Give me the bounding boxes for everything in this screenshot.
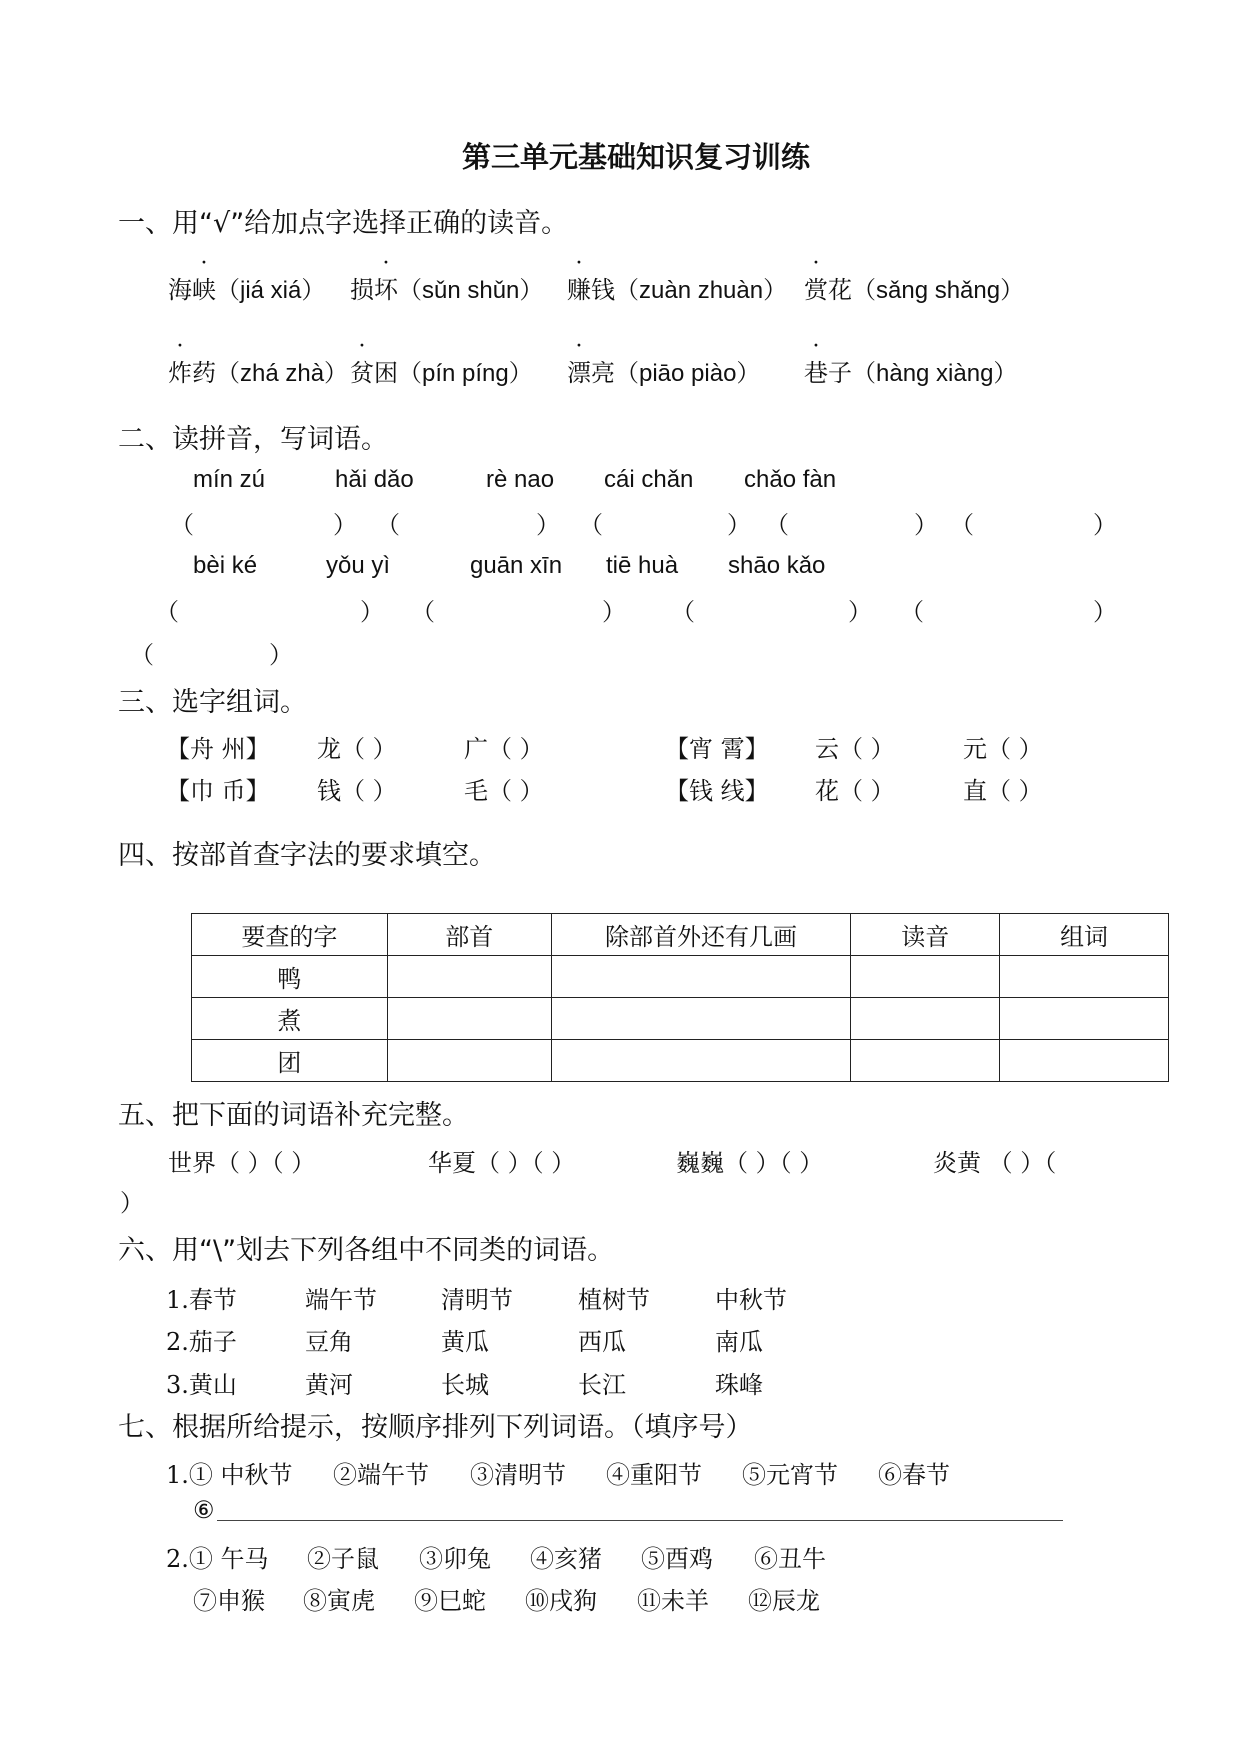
fill-blank[interactable]: 元（ ）: [963, 735, 1043, 763]
idiom-item[interactable]: 华夏（ ）（ ）: [428, 1149, 576, 1177]
radical-lookup-table: [191, 913, 1169, 1082]
pinyin-label: shāo kǎo: [728, 552, 826, 579]
dotted-char: 赚: [567, 276, 591, 304]
word-option[interactable]: 南瓜: [715, 1328, 763, 1356]
answer-paren-close[interactable]: ）: [536, 511, 560, 539]
pinyin-label: cái chǎn: [604, 466, 694, 493]
answer-paren-close[interactable]: ）: [360, 598, 384, 626]
answer-cell[interactable]: [1000, 998, 1169, 1040]
word-char: 海: [168, 276, 192, 304]
table-row: [192, 998, 1169, 1040]
char-cell: 团: [192, 1040, 388, 1082]
answer-cell[interactable]: [551, 998, 851, 1040]
zodiac-option: ②子鼠: [307, 1545, 379, 1573]
fill-blank[interactable]: 花（ ）: [815, 777, 895, 805]
word-option[interactable]: 珠峰: [715, 1371, 763, 1399]
dotted-char: 巷: [804, 359, 828, 387]
char-choice-group: 【钱 线】: [665, 777, 769, 805]
idiom-item[interactable]: 炎黄 （ ）（: [933, 1149, 1057, 1177]
festival-option: ③清明节: [470, 1461, 566, 1489]
answer-cell[interactable]: [1000, 956, 1169, 998]
word-char: 子: [828, 359, 852, 387]
char-choice-group: 【舟 州】: [166, 735, 270, 763]
festival-option: ⑤元宵节: [742, 1461, 838, 1489]
pinyin-options[interactable]: （sǎng shǎng）: [852, 277, 1025, 304]
word-option[interactable]: 中秋节: [715, 1286, 787, 1314]
answer-paren-open[interactable]: （: [671, 598, 695, 626]
section-3-heading: 三、选字组词。: [118, 687, 307, 718]
zodiac-option: ④亥猪: [530, 1545, 602, 1573]
answer-paren-open[interactable]: （: [376, 511, 400, 539]
section-6-heading: 六、用“\”划去下列各组中不同类的词语。: [118, 1235, 615, 1266]
answer-paren-open[interactable]: （: [130, 641, 154, 669]
pinyin-label: guān xīn: [470, 552, 563, 579]
section-7-heading: 七、根据所给提示，按顺序排列下列词语。（填序号）: [118, 1412, 753, 1443]
pinyin-label: rè nao: [486, 466, 555, 493]
section-2-heading: 二、读拼音，写词语。: [118, 424, 388, 455]
fill-blank[interactable]: 龙（ ）: [317, 735, 397, 763]
word-option[interactable]: 植树节: [578, 1286, 650, 1314]
char-cell: 鸭: [192, 956, 388, 998]
pinyin-options[interactable]: （hàng xiàng）: [852, 360, 1018, 387]
fill-blank[interactable]: 钱（ ）: [317, 777, 397, 805]
idiom-item[interactable]: 世界（ ）（ ）: [168, 1149, 316, 1177]
answer-cell[interactable]: [387, 1040, 551, 1082]
pronunciation-item: [350, 270, 543, 305]
answer-paren-open[interactable]: （: [411, 598, 435, 626]
zodiac-option: 2.① 午马: [166, 1545, 269, 1573]
answer-cell[interactable]: [851, 956, 1000, 998]
word-option[interactable]: 端午节: [305, 1286, 377, 1314]
header-cell: 要查的字: [192, 914, 388, 956]
answer-paren-close[interactable]: ）: [1093, 598, 1117, 626]
answer-cell[interactable]: [551, 956, 851, 998]
pinyin-options[interactable]: （jiá xiá）: [216, 277, 326, 304]
answer-cell[interactable]: [1000, 1040, 1169, 1082]
answer-paren-close[interactable]: ）: [848, 598, 872, 626]
pinyin-options[interactable]: （zhá zhà）: [216, 360, 349, 387]
answer-paren-open[interactable]: （: [579, 511, 603, 539]
dotted-char: 赏: [804, 276, 828, 304]
answer-paren-close[interactable]: ）: [602, 598, 626, 626]
pronunciation-item: [350, 353, 533, 388]
zodiac-option: ⑥丑牛: [754, 1545, 826, 1573]
dotted-char: 漂: [567, 359, 591, 387]
header-cell: 组词: [1000, 914, 1169, 956]
answer-paren-close[interactable]: ）: [914, 511, 938, 539]
word-option[interactable]: 3.黄山: [166, 1371, 237, 1399]
pinyin-options[interactable]: （piāo piào）: [615, 360, 761, 387]
zodiac-option: ⑤酉鸡: [641, 1545, 713, 1573]
zodiac-option: ⑦申猴: [193, 1587, 265, 1615]
zodiac-option: ⑨巳蛇: [414, 1587, 486, 1615]
pinyin-label: mín zú: [193, 466, 266, 493]
answer-paren-close[interactable]: ）: [1093, 511, 1117, 539]
pronunciation-item: [804, 270, 1024, 305]
word-char: 困: [374, 359, 398, 387]
answer-paren-close[interactable]: ）: [269, 641, 293, 669]
idiom-item-tail[interactable]: ）: [120, 1189, 144, 1217]
dotted-char: 峡: [192, 276, 216, 304]
word-option[interactable]: 黄瓜: [441, 1328, 489, 1356]
fill-blank[interactable]: 云（ ）: [815, 735, 895, 763]
pinyin-options[interactable]: （pín píng）: [398, 360, 533, 387]
answer-cell[interactable]: [851, 998, 1000, 1040]
zodiac-option: ⑪未羊: [637, 1587, 709, 1615]
word-option[interactable]: 清明节: [441, 1286, 513, 1314]
word-option[interactable]: 黄河: [305, 1371, 353, 1399]
festival-option: ⑥春节: [878, 1461, 950, 1489]
word-char: 损: [350, 276, 374, 304]
answer-line[interactable]: [217, 1520, 1063, 1521]
answer-paren-open[interactable]: （: [765, 511, 789, 539]
answer-paren-open[interactable]: （: [950, 511, 974, 539]
dotted-char: 炸: [168, 359, 192, 387]
answer-paren-open[interactable]: （: [170, 511, 194, 539]
header-cell: 除部首外还有几画: [551, 914, 851, 956]
pinyin-label: chǎo fàn: [744, 466, 837, 493]
zodiac-option: ⑩戌狗: [525, 1587, 597, 1615]
word-option[interactable]: 西瓜: [578, 1328, 626, 1356]
char-choice-group: 【宵 霄】: [665, 735, 769, 763]
zodiac-option: ③卯兔: [419, 1545, 491, 1573]
pinyin-label: tiē huà: [606, 552, 679, 579]
word-char: 药: [192, 359, 216, 387]
dotted-char: 坏: [374, 276, 398, 304]
answer-paren-close[interactable]: ）: [333, 511, 357, 539]
table-header-row: [192, 914, 1169, 956]
fill-blank[interactable]: 广（ ）: [464, 735, 544, 763]
answer-paren-close[interactable]: ）: [727, 511, 751, 539]
answer-paren-open[interactable]: （: [155, 598, 179, 626]
festival-option: ②端午节: [333, 1461, 429, 1489]
section-4-heading: 四、按部首查字法的要求填空。: [118, 840, 496, 871]
header-cell: 部首: [387, 914, 551, 956]
answer-cell[interactable]: [851, 1040, 1000, 1082]
zodiac-option: ⑧寅虎: [303, 1587, 375, 1615]
table-row: [192, 1040, 1169, 1082]
pinyin-options[interactable]: （zuàn zhuàn）: [615, 277, 788, 304]
pronunciation-item: [804, 353, 1017, 388]
word-option[interactable]: 1.春节: [166, 1286, 237, 1314]
festival-option: 1.① 中秋节: [166, 1461, 293, 1489]
zodiac-option: ⑫辰龙: [748, 1587, 820, 1615]
fill-blank[interactable]: 毛（ ）: [464, 777, 544, 805]
festival-option: ④重阳节: [606, 1461, 702, 1489]
word-char: 花: [828, 276, 852, 304]
answer-start-mark: ⑥: [193, 1496, 215, 1524]
header-cell: 读音: [851, 914, 1000, 956]
section-1-heading: 一、用“√”给加点字选择正确的读音。: [118, 208, 569, 239]
pronunciation-item: [567, 353, 760, 388]
pronunciation-item: [168, 270, 325, 305]
pronunciation-item: [168, 353, 348, 388]
answer-cell[interactable]: [387, 956, 551, 998]
pinyin-options[interactable]: （sǔn shǔn）: [398, 277, 544, 304]
word-option[interactable]: 2.茄子: [166, 1328, 237, 1356]
word-char: 亮: [591, 359, 615, 387]
idiom-item[interactable]: 巍巍（ ）（ ）: [676, 1149, 824, 1177]
pronunciation-item: [567, 270, 787, 305]
word-option[interactable]: 豆角: [305, 1328, 353, 1356]
answer-cell[interactable]: [551, 1040, 851, 1082]
word-char: 钱: [591, 276, 615, 304]
table-row: [192, 956, 1169, 998]
pinyin-label: hǎi dǎo: [335, 466, 414, 493]
char-cell: 煮: [192, 998, 388, 1040]
pinyin-label: bèi ké: [193, 552, 258, 579]
section-5-heading: 五、把下面的词语补充完整。: [118, 1100, 469, 1131]
fill-blank[interactable]: 直（ ）: [963, 777, 1043, 805]
page-title: 第三单元基础知识复习训练: [462, 140, 811, 174]
word-option[interactable]: 长江: [578, 1371, 626, 1399]
char-choice-group: 【巾 币】: [166, 777, 270, 805]
answer-paren-open[interactable]: （: [900, 598, 924, 626]
pinyin-label: yǒu yì: [326, 552, 391, 579]
dotted-char: 贫: [350, 359, 374, 387]
word-option[interactable]: 长城: [441, 1371, 489, 1399]
answer-cell[interactable]: [387, 998, 551, 1040]
